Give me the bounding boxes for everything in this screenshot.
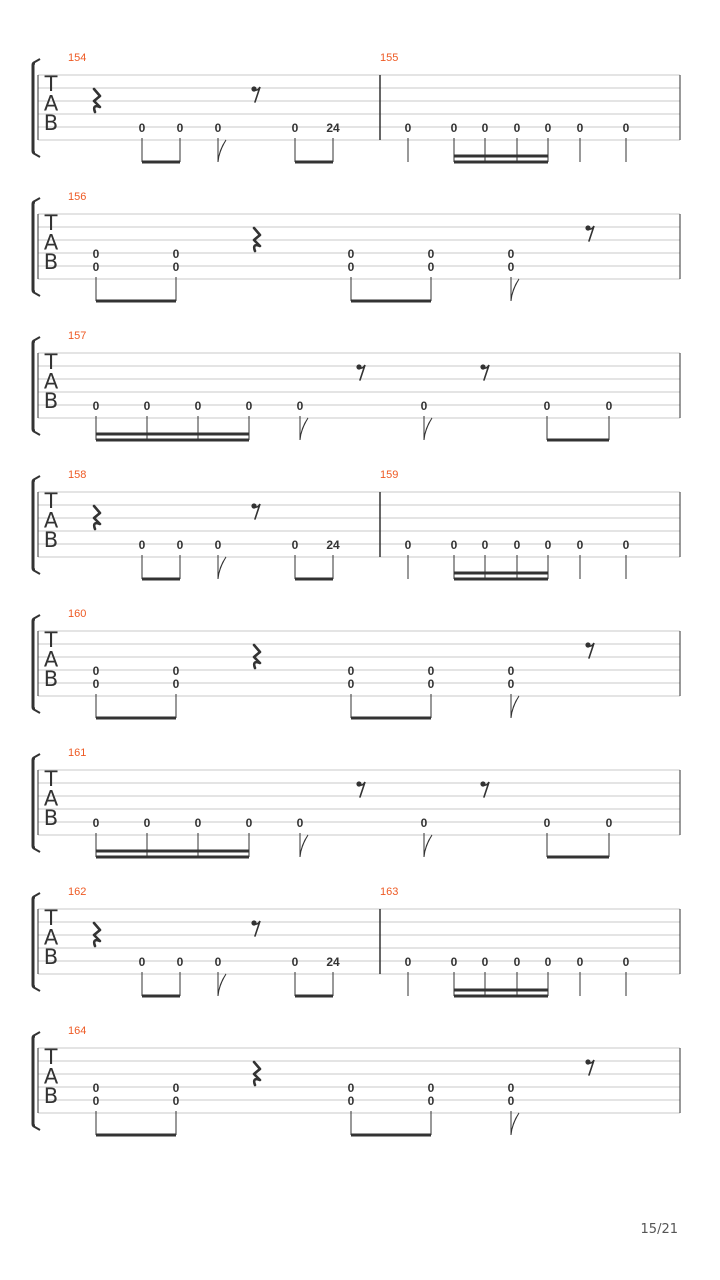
- fret-number: 0: [172, 664, 180, 678]
- bracket-hook-top: [33, 476, 40, 480]
- tab-clef-b: B: [43, 806, 59, 830]
- bracket-hook-bottom: [33, 292, 40, 296]
- fret-number: 0: [214, 538, 222, 552]
- fret-number: 0: [420, 399, 428, 413]
- fret-number: 0: [507, 1094, 515, 1108]
- measure-number: 157: [68, 330, 87, 342]
- fret-number: 0: [544, 955, 552, 969]
- fret-number: 0: [176, 121, 184, 135]
- fret-number: 0: [347, 247, 355, 261]
- bracket-hook-bottom: [33, 153, 40, 157]
- bracket-hook-bottom: [33, 1126, 40, 1130]
- tab-clef-a: A: [43, 647, 59, 672]
- fret-number: 0: [172, 1094, 180, 1108]
- bracket-hook-top: [33, 615, 40, 619]
- fret-number: 0: [92, 247, 100, 261]
- bracket-hook-bottom: [33, 987, 40, 991]
- eighth-flag: [424, 418, 432, 440]
- fret-number: 0: [92, 816, 100, 830]
- fret-number: 0: [92, 677, 100, 691]
- system-bracket: [33, 619, 35, 709]
- eighth-flag: [218, 140, 226, 162]
- measure-number: 154: [68, 52, 87, 64]
- fret-number: 0: [507, 1081, 515, 1095]
- fret-number: 0: [622, 121, 630, 135]
- measure-number: 162: [68, 886, 87, 898]
- tab-system: [33, 330, 680, 440]
- tab-clef-t: T: [44, 767, 58, 791]
- fret-number: 0: [347, 677, 355, 691]
- fret-number: 0: [176, 955, 184, 969]
- bracket-hook-bottom: [33, 570, 40, 574]
- fret-number: 0: [427, 260, 435, 274]
- fret-number: 0: [507, 664, 515, 678]
- fret-number: 24: [326, 955, 340, 969]
- system-bracket: [33, 341, 35, 431]
- tab-clef-b: B: [43, 389, 59, 413]
- fret-number: 0: [143, 816, 151, 830]
- fret-number: 0: [214, 121, 222, 135]
- fret-number: 0: [347, 664, 355, 678]
- fret-number: 0: [245, 816, 253, 830]
- fret-number: 0: [347, 1081, 355, 1095]
- fret-number: 0: [513, 121, 521, 135]
- bracket-hook-bottom: [33, 709, 40, 713]
- tab-clef-a: A: [43, 230, 59, 255]
- fret-number: 0: [543, 816, 551, 830]
- tab-clef-a: A: [43, 369, 59, 394]
- fret-number: 0: [513, 955, 521, 969]
- fret-number: 0: [194, 816, 202, 830]
- fret-number: 0: [427, 677, 435, 691]
- eighth-flag: [300, 835, 308, 857]
- fret-number: 0: [194, 399, 202, 413]
- eighth-flag: [511, 1113, 519, 1135]
- tab-clef-t: T: [44, 489, 58, 513]
- fret-number: 0: [481, 955, 489, 969]
- eighth-flag: [424, 835, 432, 857]
- system-bracket: [33, 202, 35, 292]
- fret-number: 0: [450, 955, 458, 969]
- measure-number: 160: [68, 608, 87, 620]
- bracket-hook-top: [33, 198, 40, 202]
- tab-clef-b: B: [43, 1084, 59, 1108]
- fret-number: 0: [347, 260, 355, 274]
- fret-number: 0: [347, 1094, 355, 1108]
- fret-number: 0: [605, 816, 613, 830]
- system-bracket: [33, 758, 35, 848]
- fret-number: 0: [420, 816, 428, 830]
- tab-clef-t: T: [44, 211, 58, 235]
- fret-number: 0: [427, 664, 435, 678]
- fret-number: 0: [544, 538, 552, 552]
- fret-number: 0: [404, 538, 412, 552]
- tab-system: [33, 747, 680, 857]
- tab-system: [33, 469, 680, 579]
- eighth-flag: [218, 557, 226, 579]
- measure-number: 158: [68, 469, 87, 481]
- tab-system: [33, 52, 680, 162]
- tab-clef-t: T: [44, 72, 58, 96]
- tab-clef-t: T: [44, 1045, 58, 1069]
- bracket-hook-top: [33, 337, 40, 341]
- fret-number: 0: [92, 664, 100, 678]
- fret-number: 0: [576, 955, 584, 969]
- system-bracket: [33, 63, 35, 153]
- fret-number: 0: [622, 955, 630, 969]
- tab-clef-a: A: [43, 925, 59, 950]
- fret-number: 0: [172, 247, 180, 261]
- fret-number: 0: [507, 247, 515, 261]
- fret-number: 0: [92, 1081, 100, 1095]
- bracket-hook-top: [33, 893, 40, 897]
- tab-system: [33, 608, 680, 718]
- fret-number: 0: [543, 399, 551, 413]
- fret-number: 0: [172, 1081, 180, 1095]
- fret-number: 24: [326, 121, 340, 135]
- fret-number: 0: [92, 260, 100, 274]
- measure-number: 155: [380, 52, 399, 64]
- tab-clef-t: T: [44, 906, 58, 930]
- tab-system: [33, 191, 680, 301]
- fret-number: 0: [138, 121, 146, 135]
- fret-number: 0: [427, 247, 435, 261]
- tab-clef-t: T: [44, 350, 58, 374]
- eighth-flag: [511, 279, 519, 301]
- fret-number: 0: [138, 538, 146, 552]
- fret-number: 0: [291, 121, 299, 135]
- fret-number: 0: [245, 399, 253, 413]
- measure-number: 156: [68, 191, 87, 203]
- fret-number: 0: [576, 538, 584, 552]
- fret-number: 0: [172, 677, 180, 691]
- tab-clef-b: B: [43, 528, 59, 552]
- tab-clef-b: B: [43, 250, 59, 274]
- fret-number: 0: [404, 955, 412, 969]
- fret-number: 0: [143, 399, 151, 413]
- measure-number: 163: [380, 886, 399, 898]
- fret-number: 0: [622, 538, 630, 552]
- fret-number: 0: [427, 1094, 435, 1108]
- fret-number: 0: [427, 1081, 435, 1095]
- fret-number: 0: [507, 260, 515, 274]
- fret-number: 0: [576, 121, 584, 135]
- fret-number: 0: [513, 538, 521, 552]
- tab-clef-a: A: [43, 786, 59, 811]
- fret-number: 24: [326, 538, 340, 552]
- fret-number: 0: [544, 121, 552, 135]
- system-bracket: [33, 897, 35, 987]
- system-bracket: [33, 1036, 35, 1126]
- fret-number: 0: [291, 955, 299, 969]
- fret-number: 0: [291, 538, 299, 552]
- fret-number: 0: [481, 121, 489, 135]
- fret-number: 0: [481, 538, 489, 552]
- measure-number: 161: [68, 747, 87, 759]
- eighth-flag: [218, 974, 226, 996]
- measure-number: 159: [380, 469, 399, 481]
- fret-number: 0: [450, 121, 458, 135]
- tab-clef-a: A: [43, 508, 59, 533]
- page-number: 15/21: [640, 1222, 678, 1237]
- eighth-flag: [511, 696, 519, 718]
- tab-clef-b: B: [43, 945, 59, 969]
- fret-number: 0: [450, 538, 458, 552]
- fret-number: 0: [172, 260, 180, 274]
- fret-number: 0: [92, 1094, 100, 1108]
- tab-clef-b: B: [43, 111, 59, 135]
- bracket-hook-top: [33, 1032, 40, 1036]
- bracket-hook-bottom: [33, 431, 40, 435]
- fret-number: 0: [92, 399, 100, 413]
- system-bracket: [33, 480, 35, 570]
- tab-clef-b: B: [43, 667, 59, 691]
- tab-system: [33, 1025, 680, 1135]
- measure-number: 164: [68, 1025, 87, 1037]
- eighth-flag: [300, 418, 308, 440]
- bracket-hook-top: [33, 59, 40, 63]
- tab-system: [33, 886, 680, 996]
- tab-clef-a: A: [43, 1064, 59, 1089]
- fret-number: 0: [605, 399, 613, 413]
- bracket-hook-top: [33, 754, 40, 758]
- tab-clef-t: T: [44, 628, 58, 652]
- fret-number: 0: [507, 677, 515, 691]
- fret-number: 0: [214, 955, 222, 969]
- bracket-hook-bottom: [33, 848, 40, 852]
- fret-number: 0: [296, 399, 304, 413]
- fret-number: 0: [138, 955, 146, 969]
- fret-number: 0: [176, 538, 184, 552]
- tab-clef-a: A: [43, 91, 59, 116]
- fret-number: 0: [404, 121, 412, 135]
- fret-number: 0: [296, 816, 304, 830]
